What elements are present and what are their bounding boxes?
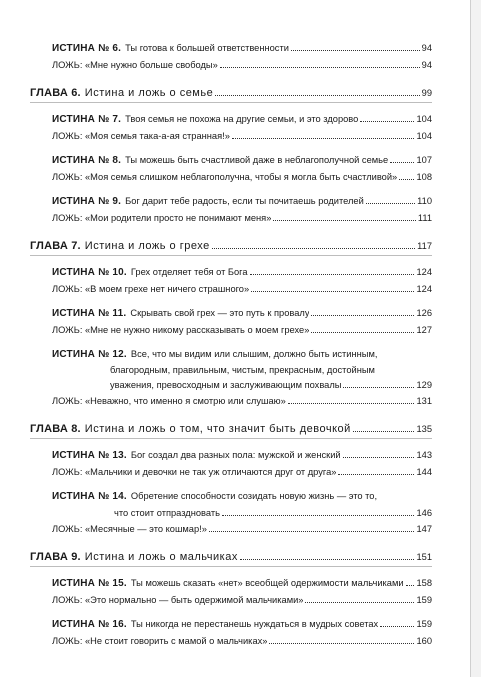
chapter-title: Истина и ложь о семье — [84, 87, 214, 99]
leader-dots — [250, 274, 415, 275]
page-number: 104 — [416, 131, 432, 141]
truth-text-continuation: уважения, превосходным и заслуживающим похвалы — [110, 380, 342, 390]
toc-entry-truth[interactable] — [52, 488, 432, 505]
truth-text: Скрывать свой грех — это путь к провалу — [130, 308, 310, 318]
lie-label: ЛОЖЬ: — [52, 524, 83, 534]
leader-dots — [240, 559, 415, 560]
page-number: 147 — [416, 524, 432, 534]
chapter-title: Истина и ложь о мальчиках — [84, 551, 238, 563]
toc-chapter-9[interactable] — [30, 551, 432, 567]
toc-group-truth-15 — [52, 575, 432, 608]
page-number: 146 — [416, 508, 432, 518]
leader-dots — [311, 315, 414, 316]
truth-label: ИСТИНА № 10. — [52, 267, 127, 278]
truth-text: Обретение способности созидать новую жизнь — это то, — [130, 491, 378, 501]
toc-entry-lie[interactable] — [52, 464, 432, 480]
toc-entry-truth[interactable] — [52, 305, 432, 322]
page-number: 144 — [416, 467, 432, 477]
toc-chapter-6[interactable] — [30, 87, 432, 103]
truth-text-continuation: что стоит отпраздновать — [114, 508, 220, 518]
leader-dots — [273, 220, 415, 221]
leader-dots — [288, 403, 415, 404]
chapter-title: Истина и ложь о том, что значит быть девочкой — [84, 423, 351, 435]
toc-entry-lie[interactable] — [52, 521, 432, 537]
lie-text: «Мне нужно больше свободы» — [85, 60, 218, 70]
leader-dots — [291, 50, 420, 51]
toc-entry-lie[interactable] — [52, 322, 432, 338]
chapter-label: ГЛАВА 7. — [30, 240, 81, 252]
leader-dots — [251, 291, 414, 292]
lie-label: ЛОЖЬ: — [52, 60, 83, 70]
table-of-contents — [30, 40, 432, 649]
lie-text: «Моя семья така-а-ая странная!» — [85, 131, 230, 141]
leader-dots — [215, 95, 419, 96]
toc-entry-truth[interactable] — [52, 447, 432, 464]
chapter-title: Истина и ложь о грехе — [84, 240, 210, 252]
page-number: 126 — [416, 308, 432, 318]
truth-label: ИСТИНА № 9. — [52, 196, 122, 207]
leader-dots — [232, 138, 415, 139]
leader-dots — [222, 515, 415, 516]
lie-label: ЛОЖЬ: — [52, 131, 83, 141]
toc-entry-truth-end[interactable] — [114, 505, 432, 521]
page-number: 159 — [416, 595, 432, 605]
toc-chapter-8[interactable] — [30, 423, 432, 439]
truth-text: Ты можешь быть счастливой даже в неблагополучной семье — [125, 155, 389, 165]
lie-text: «Неважно, что именно я смотрю или слушаю» — [85, 396, 286, 406]
chapter-label: ГЛАВА 6. — [30, 87, 81, 99]
toc-group-truth-16 — [52, 616, 432, 649]
truth-text: Ты никогда не перестанешь нуждаться в мудрых советах — [130, 619, 379, 629]
lie-text: «Месячные — это кошмар!» — [85, 524, 207, 534]
page-number: 104 — [416, 114, 432, 124]
truth-text: Бог создал два разных пола: мужской и женский — [130, 450, 341, 460]
truth-label: ИСТИНА № 12. — [52, 349, 127, 360]
lie-label: ЛОЖЬ: — [52, 396, 83, 406]
leader-dots — [220, 67, 420, 68]
lie-label: ЛОЖЬ: — [52, 284, 83, 294]
page-edge — [471, 0, 481, 677]
page-number: 151 — [416, 552, 432, 562]
page-number: 111 — [417, 213, 432, 223]
lie-text: «Не стоит говорить с мамой о мальчиках» — [85, 636, 268, 646]
lie-label: ЛОЖЬ: — [52, 636, 83, 646]
page-number: 143 — [416, 450, 432, 460]
toc-entry-lie[interactable] — [52, 393, 432, 409]
lie-label: ЛОЖЬ: — [52, 172, 83, 182]
toc-entry-truth[interactable] — [52, 111, 432, 128]
page-number: 94 — [421, 43, 432, 53]
toc-entry-lie[interactable] — [52, 281, 432, 297]
truth-text: Ты готова к большей ответственности — [125, 43, 289, 53]
leader-dots — [269, 643, 414, 644]
truth-text: Грех отделяет тебя от Бога — [130, 267, 248, 277]
lie-text: «Мои родители просто не понимают меня» — [85, 213, 272, 223]
page-number: 94 — [421, 60, 432, 70]
truth-label: ИСТИНА № 14. — [52, 491, 127, 502]
leader-dots — [311, 332, 414, 333]
truth-label: ИСТИНА № 15. — [52, 578, 127, 589]
toc-entry-lie[interactable] — [52, 633, 432, 649]
toc-entry-truth[interactable] — [52, 264, 432, 281]
lie-label: ЛОЖЬ: — [52, 325, 83, 335]
page-number: 127 — [416, 325, 432, 335]
toc-group-truth-11 — [52, 305, 432, 338]
chapter-label: ГЛАВА 8. — [30, 423, 81, 435]
page-number: 107 — [416, 155, 432, 165]
lie-label: ЛОЖЬ: — [52, 213, 83, 223]
truth-label: ИСТИНА № 6. — [52, 43, 122, 54]
page-number: 108 — [416, 172, 432, 182]
lie-text: «Мне не нужно никому рассказывать о моем грехе» — [85, 325, 310, 335]
toc-group-truth-9 — [52, 193, 432, 226]
truth-label: ИСТИНА № 13. — [52, 450, 127, 461]
toc-entry-truth[interactable] — [52, 152, 432, 169]
leader-dots — [399, 179, 414, 180]
page-number: 135 — [416, 424, 432, 434]
truth-label: ИСТИНА № 16. — [52, 619, 127, 630]
lie-text: «Это нормально — быть одержимой мальчиками» — [85, 595, 304, 605]
toc-group-truth-14 — [52, 488, 432, 537]
page-number: 124 — [416, 284, 432, 294]
truth-text: Твоя семья не похожа на другие семьи, и это здорово — [125, 114, 359, 124]
toc-entry-truth[interactable] — [52, 616, 432, 633]
truth-label: ИСТИНА № 7. — [52, 114, 122, 125]
lie-label: ЛОЖЬ: — [52, 467, 83, 477]
toc-entry-lie[interactable] — [52, 57, 432, 73]
page-number: 159 — [416, 619, 432, 629]
truth-text: Все, что мы видим или слышим, должно быть истинным, — [130, 349, 378, 359]
toc-entry-truth[interactable] — [52, 575, 432, 592]
leader-dots — [305, 602, 414, 603]
page-number: 124 — [416, 267, 432, 277]
leader-dots — [390, 162, 414, 163]
toc-entry-truth[interactable] — [52, 193, 432, 210]
toc-group-truth-7 — [52, 111, 432, 144]
page-number: 160 — [416, 636, 432, 646]
leader-dots — [343, 387, 414, 388]
toc-group-truth-6 — [52, 40, 432, 73]
toc-chapter-7[interactable] — [30, 240, 432, 256]
leader-dots — [212, 248, 415, 249]
leader-dots — [209, 531, 415, 532]
toc-group-truth-8 — [52, 152, 432, 185]
truth-text: Ты можешь сказать «нет» всеобщей одержимости мальчиками — [130, 578, 404, 588]
toc-entry-truth[interactable] — [52, 40, 432, 57]
lie-label: ЛОЖЬ: — [52, 595, 83, 605]
lie-text: «Мальчики и девочки не так уж отличаются друг от друга» — [85, 467, 337, 477]
page-number: 131 — [416, 396, 432, 406]
page-number: 158 — [416, 578, 432, 588]
truth-text-continuation: благородным, правильным, чистым, прекрасным, достойным — [110, 365, 375, 375]
leader-dots — [380, 626, 414, 627]
truth-label: ИСТИНА № 11. — [52, 308, 127, 319]
toc-entry-lie[interactable] — [52, 210, 432, 226]
leader-dots — [353, 431, 415, 432]
chapter-label: ГЛАВА 9. — [30, 551, 81, 563]
toc-entry-truth[interactable] — [52, 346, 432, 363]
leader-dots — [343, 457, 415, 458]
toc-entry-lie[interactable] — [52, 592, 432, 608]
toc-group-truth-10 — [52, 264, 432, 297]
lie-text: «Моя семья слишком неблагополучна, чтобы я могла быть счастливой» — [85, 172, 398, 182]
leader-dots — [366, 203, 415, 204]
page-number: 117 — [417, 241, 432, 251]
toc-group-truth-13 — [52, 447, 432, 480]
truth-text: Бог дарит тебе радость, если ты почитаешь родителей — [125, 196, 364, 206]
leader-dots — [406, 585, 415, 586]
truth-label: ИСТИНА № 8. — [52, 155, 122, 166]
page-number: 110 — [417, 196, 432, 206]
lie-text: «В моем грехе нет ничего страшного» — [85, 284, 250, 294]
leader-dots — [338, 474, 414, 475]
toc-entry-truth-end[interactable] — [110, 377, 432, 393]
leader-dots — [360, 121, 414, 122]
toc-entry-lie[interactable] — [52, 169, 432, 185]
page-number: 99 — [421, 88, 432, 98]
page-number: 129 — [416, 380, 432, 390]
toc-group-truth-12 — [52, 346, 432, 409]
toc-entry-lie[interactable] — [52, 128, 432, 144]
